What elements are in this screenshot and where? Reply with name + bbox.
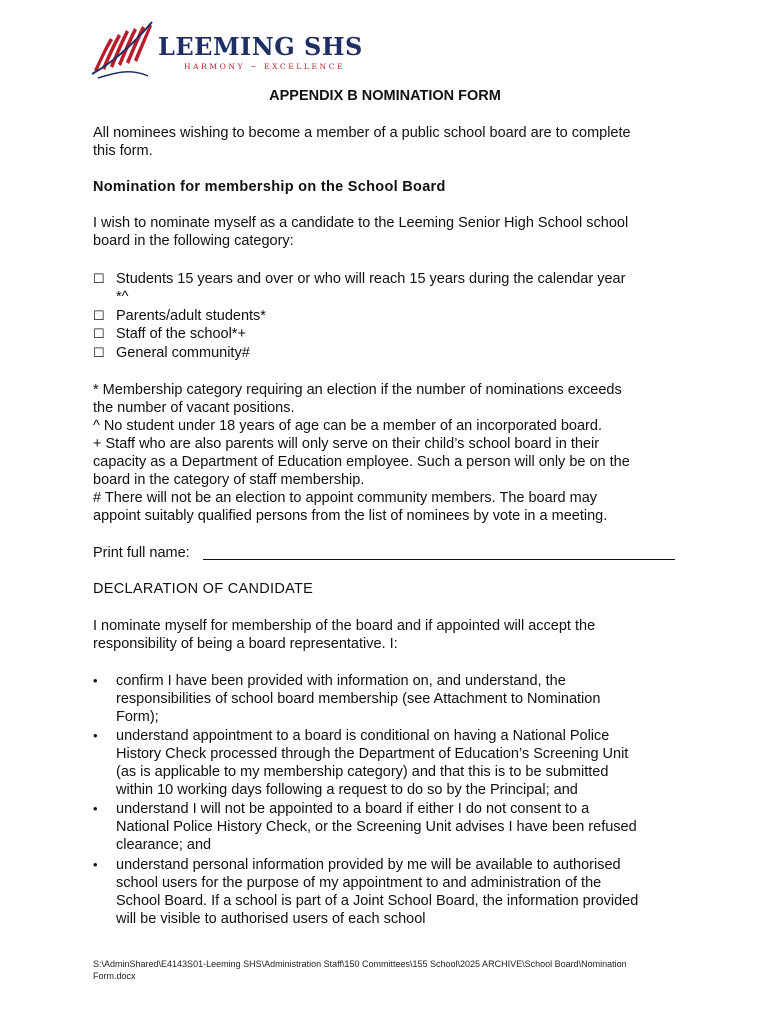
form-title: APPENDIX B NOMINATION FORM [269, 88, 501, 104]
bullet-3-line-3: clearance; and [116, 837, 212, 853]
bullet-2 [116, 727, 686, 799]
bullet-4-line-1: understand personal information provided by me will be available to authorised [116, 857, 621, 873]
note-line-3: ^ No student under 18 years of age can be a member of an incorporated board. [93, 418, 602, 434]
note-line-2: the number of vacant positions. [93, 400, 295, 416]
nominate-line-2: board in the following category: [93, 233, 294, 249]
bullet-2-line-2: History Check processed through the Department of Education’s Screening Unit [116, 746, 629, 762]
bullet-1-line-3: Form); [116, 709, 159, 725]
bullet-2-line-1: understand appointment to a board is conditional on having a National Police [116, 728, 610, 744]
intro-line-2: this form. [93, 143, 153, 159]
note-line-7: # There will not be an election to appoint community members. The board may [93, 490, 598, 506]
note-line-4: + Staff who are also parents will only serve on their child’s school board in their [93, 436, 600, 452]
bullet-marker: • [93, 857, 98, 872]
note-line-8: appoint suitably qualified persons from the list of nominees by vote in a meeting. [93, 508, 608, 524]
print-name-label: Print full name: [93, 545, 190, 561]
nominate-line-1: I wish to nominate myself as a candidate to the Leeming Senior High School school [93, 215, 629, 231]
checkbox-staff[interactable]: ☐ [93, 326, 105, 341]
bullet-1-line-1: confirm I have been provided with information on, and understand, the [116, 673, 566, 689]
checkbox-students[interactable]: ☐ [93, 271, 105, 286]
declaration-heading: DECLARATION OF CANDIDATE [93, 581, 314, 597]
category-students-label-cont: *^ [116, 289, 129, 305]
bullet-4-line-2: school users for the purpose of my appointment to and administration of the [116, 875, 602, 891]
footer-line-1: S:\AdminShared\E4143S01-Leeming SHS\Administration Staff\150 Committees\155 School\2025 ARCHIVE\School Board\Nomination [93, 959, 627, 969]
feather-emblem-icon [90, 18, 156, 80]
school-logo [90, 18, 380, 80]
declaration-line-1: I nominate myself for membership of the board and if appointed will accept the [93, 618, 596, 634]
bullet-marker: • [93, 673, 98, 688]
bullet-4-line-3: School Board. If a school is part of a Joint School Board, the information provided [116, 893, 639, 909]
footer-file-path [93, 958, 673, 982]
bullet-3-line-1: understand I will not be appointed to a board if either I do not consent to a [116, 801, 590, 817]
bullet-marker: • [93, 801, 98, 816]
bullet-4 [116, 856, 686, 928]
category-staff-label: Staff of the school*+ [116, 326, 246, 342]
checkbox-parents[interactable]: ☐ [93, 308, 105, 323]
logo-name: LEEMING SHS [158, 32, 363, 61]
logo-tagline: HARMONY ~ EXCELLENCE [184, 62, 346, 71]
bullet-1 [116, 672, 686, 726]
bullet-marker: • [93, 728, 98, 743]
note-line-5: capacity as a Department of Education employee. Such a person will only be on the [93, 454, 630, 470]
bullet-2-line-4: within 10 working days following a request to do so by the Principal; and [116, 782, 578, 798]
bullet-1-line-2: responsibilities of school board membership (see Attachment to Nomination [116, 691, 601, 707]
category-parents-label: Parents/adult students* [116, 308, 266, 324]
category-community-label: General community# [116, 345, 250, 361]
bullet-4-line-4: will be visible to authorised users of each school [116, 911, 426, 927]
print-name-field[interactable] [203, 558, 675, 560]
bullet-3 [116, 800, 686, 854]
intro-line-1: All nominees wishing to become a member of a public school board are to complete [93, 125, 631, 141]
checkbox-community[interactable]: ☐ [93, 345, 105, 360]
category-students-label: Students 15 years and over or who will reach 15 years during the calendar year [116, 271, 626, 287]
section-heading: Nomination for membership on the School Board [93, 179, 446, 195]
footer-line-2: Form.docx [93, 971, 136, 981]
bullet-2-line-3: (as is applicable to my membership category) and that this is to be submitted [116, 764, 609, 780]
bullet-3-line-2: National Police History Check, or the Screening Unit advises I have been refused [116, 819, 637, 835]
declaration-line-2: responsibility of being a board representative. I: [93, 636, 398, 652]
note-line-1: * Membership category requiring an election if the number of nominations exceeds [93, 382, 622, 398]
note-line-6: board in the category of staff membership. [93, 472, 365, 488]
